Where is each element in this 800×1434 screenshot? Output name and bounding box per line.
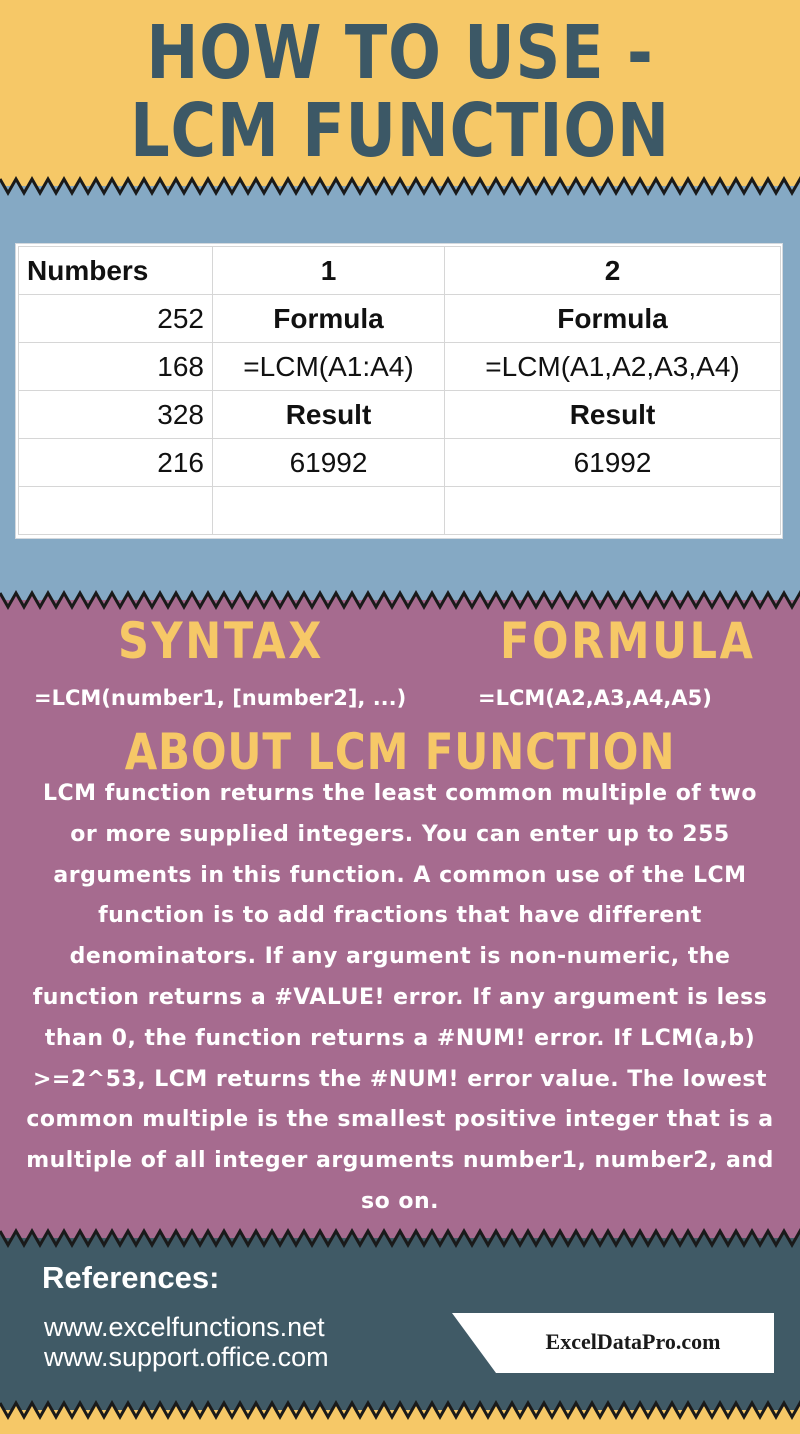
formula-code: =LCM(A2,A3,A4,A5) (478, 686, 712, 710)
table-cell: Result (445, 391, 781, 439)
table-cell: 61992 (445, 439, 781, 487)
table-row (19, 391, 781, 439)
header-cell: 2 (445, 247, 781, 295)
spreadsheet-example (16, 244, 782, 538)
zigzag-divider (0, 1400, 800, 1420)
table-row (19, 439, 781, 487)
reference-link-support-office[interactable]: www.support.office.com (44, 1342, 329, 1372)
zigzag-divider (0, 176, 800, 196)
references-heading: References: (42, 1260, 220, 1295)
page-title-line2: LCM FUNCTION (130, 88, 670, 174)
table-cell: =LCM(A1,A2,A3,A4) (445, 343, 781, 391)
table-cell: 61992 (213, 439, 445, 487)
zigzag-divider (0, 590, 800, 610)
header-cell: 1 (213, 247, 445, 295)
table-cell: Formula (213, 295, 445, 343)
table-cell (19, 487, 213, 535)
table-cell (445, 487, 781, 535)
syntax-heading: SYNTAX (118, 612, 325, 670)
about-heading: ABOUT LCM FUNCTION (124, 723, 676, 781)
syntax-code: =LCM(number1, [number2], ...) (34, 686, 407, 710)
table-cell: =LCM(A1:A4) (213, 343, 445, 391)
table-header-row (19, 247, 781, 295)
table-row (19, 487, 781, 535)
reference-link-excelfunctions[interactable]: www.excelfunctions.net (44, 1312, 325, 1342)
header-cell: Numbers (19, 247, 213, 295)
table-cell: 216 (19, 439, 213, 487)
zigzag-divider (0, 1228, 800, 1248)
about-description: LCM function returns the least common multiple of two or more supplied integers. You can enter up to 255 arguments in this function. A common use of the LCM function is to add fractions that have different denominators. If any argument is non-numeric, the function returns a #VALUE! error. If any argument is less than 0, the function returns a #NUM! error. If LCM(a,b) >=2^53, LCM returns the #NUM! error value. The lowest common multiple is the smallest positive integer that is a multiple of all integer arguments number1, number2, and so on. (26, 781, 774, 1214)
table-cell: Formula (445, 295, 781, 343)
table-row (19, 343, 781, 391)
table-cell: Result (213, 391, 445, 439)
brand-name: ExcelDataPro.com (545, 1329, 721, 1354)
table-cell (213, 487, 445, 535)
table-cell: 252 (19, 295, 213, 343)
formula-heading: FORMULA (500, 612, 756, 670)
table-cell: 328 (19, 391, 213, 439)
table-cell: 168 (19, 343, 213, 391)
table-row (19, 295, 781, 343)
example-table (18, 246, 781, 535)
page-title-line1: HOW TO USE - (146, 10, 654, 96)
